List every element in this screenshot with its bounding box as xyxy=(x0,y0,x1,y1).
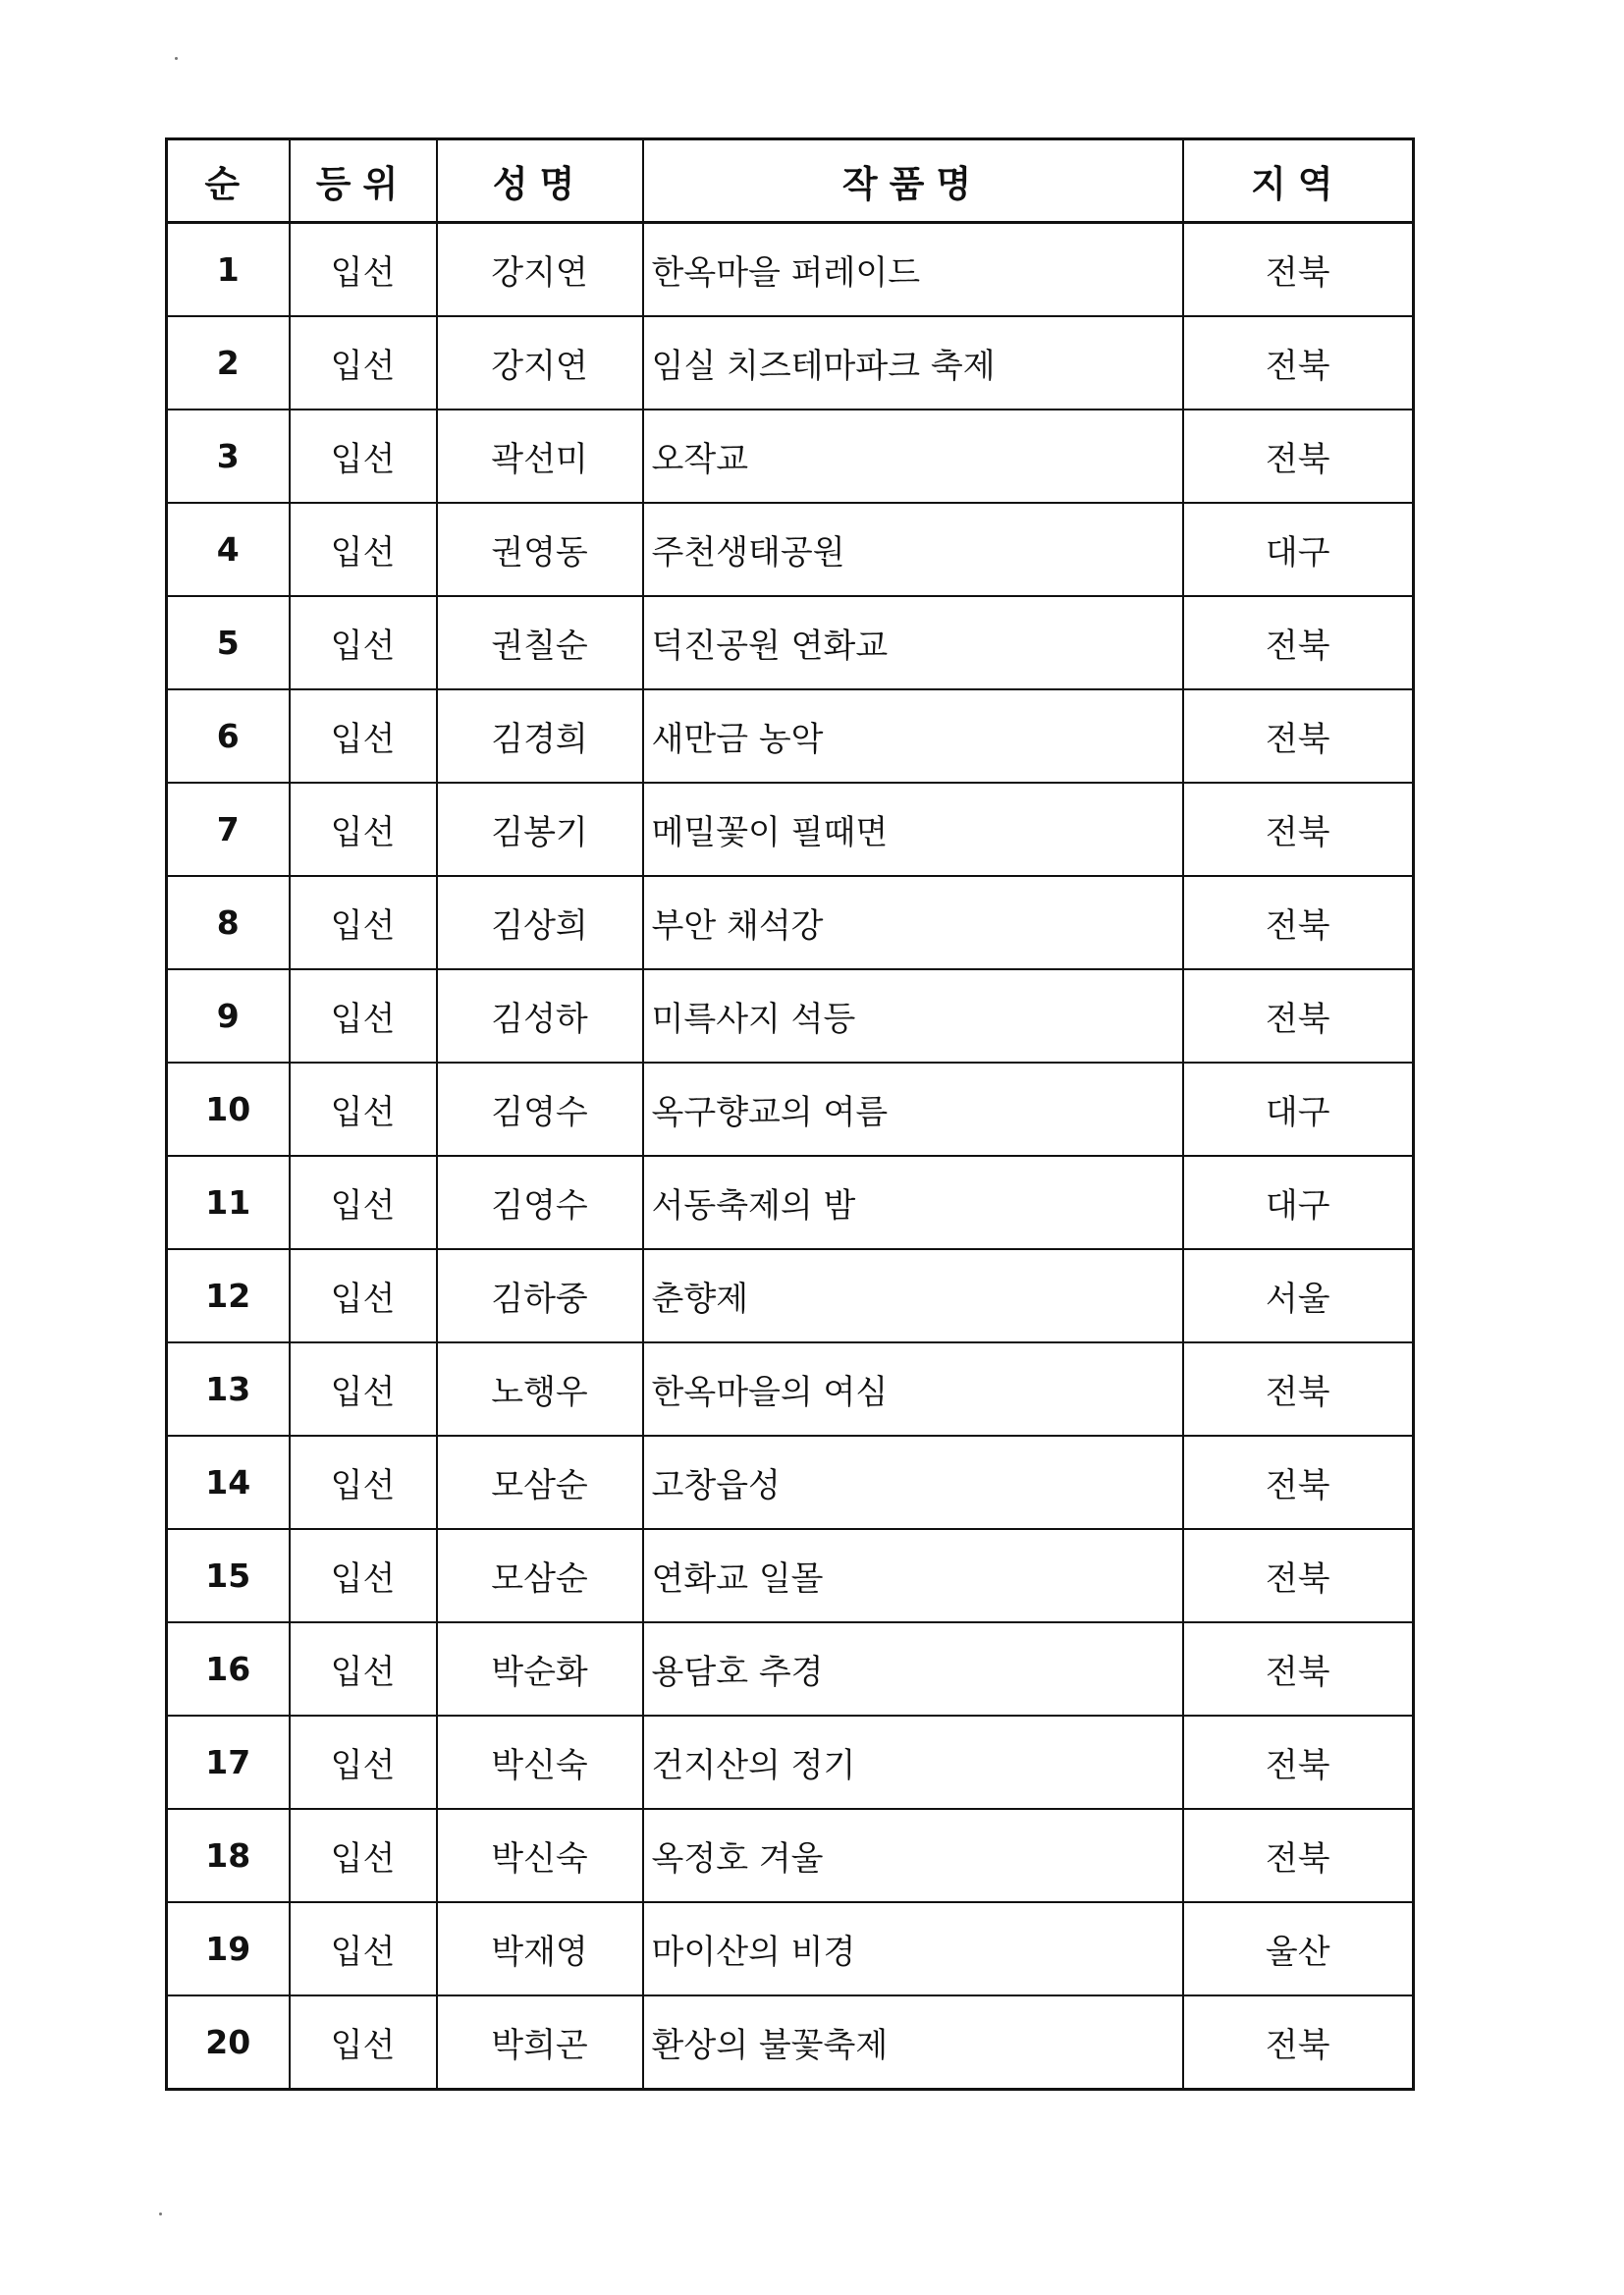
cell-region: 대구 xyxy=(1183,1063,1414,1156)
cell-no: 18 xyxy=(167,1809,290,1902)
cell-region: 전북 xyxy=(1183,1529,1414,1622)
table-row xyxy=(167,1436,1414,1529)
cell-title: 옥구향교의 여름 xyxy=(643,1063,1183,1156)
header-title: 작품명 xyxy=(643,139,1183,223)
cell-name: 박희곤 xyxy=(437,1995,643,2090)
cell-rank: 입선 xyxy=(290,1249,437,1342)
cell-rank: 입선 xyxy=(290,503,437,596)
table-row xyxy=(167,1995,1414,2090)
table-row xyxy=(167,783,1414,876)
cell-name: 박재영 xyxy=(437,1902,643,1995)
cell-no: 6 xyxy=(167,689,290,783)
cell-rank: 입선 xyxy=(290,410,437,503)
cell-no: 14 xyxy=(167,1436,290,1529)
cell-region: 전북 xyxy=(1183,689,1414,783)
cell-name: 권칠순 xyxy=(437,596,643,689)
table-header xyxy=(167,139,1414,223)
table-row xyxy=(167,1249,1414,1342)
cell-title: 오작교 xyxy=(643,410,1183,503)
cell-name: 박신숙 xyxy=(437,1809,643,1902)
cell-rank: 입선 xyxy=(290,689,437,783)
cell-title: 건지산의 정기 xyxy=(643,1716,1183,1809)
cell-no: 10 xyxy=(167,1063,290,1156)
cell-region: 전북 xyxy=(1183,969,1414,1063)
cell-rank: 입선 xyxy=(290,1716,437,1809)
cell-name: 권영동 xyxy=(437,503,643,596)
table-row xyxy=(167,876,1414,969)
cell-name: 박순화 xyxy=(437,1622,643,1716)
header-row xyxy=(167,139,1414,223)
cell-no: 12 xyxy=(167,1249,290,1342)
cell-region: 전북 xyxy=(1183,410,1414,503)
cell-no: 17 xyxy=(167,1716,290,1809)
cell-rank: 입선 xyxy=(290,1995,437,2090)
cell-region: 전북 xyxy=(1183,223,1414,317)
cell-region: 서울 xyxy=(1183,1249,1414,1342)
cell-title: 메밀꽃이 필때면 xyxy=(643,783,1183,876)
cell-no: 8 xyxy=(167,876,290,969)
cell-name: 강지연 xyxy=(437,223,643,317)
table-row xyxy=(167,1716,1414,1809)
cell-name: 김영수 xyxy=(437,1156,643,1249)
cell-rank: 입선 xyxy=(290,1156,437,1249)
cell-region: 전북 xyxy=(1183,783,1414,876)
cell-title: 춘향제 xyxy=(643,1249,1183,1342)
cell-title: 한옥마을의 여심 xyxy=(643,1342,1183,1436)
cell-no: 3 xyxy=(167,410,290,503)
cell-no: 5 xyxy=(167,596,290,689)
table-row xyxy=(167,1622,1414,1716)
cell-title: 부안 채석강 xyxy=(643,876,1183,969)
cell-no: 13 xyxy=(167,1342,290,1436)
cell-region: 전북 xyxy=(1183,1716,1414,1809)
cell-rank: 입선 xyxy=(290,1902,437,1995)
cell-no: 16 xyxy=(167,1622,290,1716)
cell-name: 박신숙 xyxy=(437,1716,643,1809)
table-row xyxy=(167,1902,1414,1995)
cell-rank: 입선 xyxy=(290,1809,437,1902)
cell-region: 전북 xyxy=(1183,1995,1414,2090)
cell-name: 김영수 xyxy=(437,1063,643,1156)
cell-name: 곽선미 xyxy=(437,410,643,503)
cell-region: 전북 xyxy=(1183,316,1414,410)
cell-region: 전북 xyxy=(1183,876,1414,969)
cell-rank: 입선 xyxy=(290,223,437,317)
table-row xyxy=(167,1063,1414,1156)
cell-name: 모삼순 xyxy=(437,1436,643,1529)
table-row xyxy=(167,223,1414,317)
header-name: 성명 xyxy=(437,139,643,223)
cell-title: 고창읍성 xyxy=(643,1436,1183,1529)
cell-no: 1 xyxy=(167,223,290,317)
table-row xyxy=(167,596,1414,689)
cell-rank: 입선 xyxy=(290,1622,437,1716)
cell-region: 전북 xyxy=(1183,596,1414,689)
header-region: 지역 xyxy=(1183,139,1414,223)
results-table xyxy=(165,137,1415,2091)
cell-title: 서동축제의 밤 xyxy=(643,1156,1183,1249)
cell-rank: 입선 xyxy=(290,1342,437,1436)
table-row xyxy=(167,410,1414,503)
cell-rank: 입선 xyxy=(290,1436,437,1529)
table-row xyxy=(167,1809,1414,1902)
table-row xyxy=(167,316,1414,410)
cell-title: 용담호 추경 xyxy=(643,1622,1183,1716)
scan-speck-bottom xyxy=(159,2213,162,2215)
cell-no: 19 xyxy=(167,1902,290,1995)
cell-title: 환상의 불꽃축제 xyxy=(643,1995,1183,2090)
cell-no: 7 xyxy=(167,783,290,876)
cell-region: 전북 xyxy=(1183,1809,1414,1902)
cell-title: 미륵사지 석등 xyxy=(643,969,1183,1063)
cell-rank: 입선 xyxy=(290,876,437,969)
table-row xyxy=(167,689,1414,783)
cell-name: 모삼순 xyxy=(437,1529,643,1622)
cell-rank: 입선 xyxy=(290,969,437,1063)
cell-name: 김성하 xyxy=(437,969,643,1063)
cell-title: 임실 치즈테마파크 축제 xyxy=(643,316,1183,410)
cell-title: 주천생태공원 xyxy=(643,503,1183,596)
cell-rank: 입선 xyxy=(290,316,437,410)
table-row xyxy=(167,503,1414,596)
cell-name: 김봉기 xyxy=(437,783,643,876)
cell-name: 김상희 xyxy=(437,876,643,969)
cell-region: 전북 xyxy=(1183,1342,1414,1436)
table-body xyxy=(167,223,1414,2090)
scan-speck-top xyxy=(175,57,178,60)
cell-no: 15 xyxy=(167,1529,290,1622)
cell-title: 연화교 일몰 xyxy=(643,1529,1183,1622)
table-row xyxy=(167,969,1414,1063)
cell-name: 노행우 xyxy=(437,1342,643,1436)
cell-title: 옥정호 겨울 xyxy=(643,1809,1183,1902)
cell-rank: 입선 xyxy=(290,596,437,689)
table-row xyxy=(167,1342,1414,1436)
header-rank: 등위 xyxy=(290,139,437,223)
cell-region: 울산 xyxy=(1183,1902,1414,1995)
cell-rank: 입선 xyxy=(290,1063,437,1156)
cell-no: 4 xyxy=(167,503,290,596)
cell-no: 11 xyxy=(167,1156,290,1249)
table-row xyxy=(167,1156,1414,1249)
cell-name: 김하중 xyxy=(437,1249,643,1342)
cell-title: 마이산의 비경 xyxy=(643,1902,1183,1995)
cell-title: 한옥마을 퍼레이드 xyxy=(643,223,1183,317)
cell-rank: 입선 xyxy=(290,1529,437,1622)
cell-no: 20 xyxy=(167,1995,290,2090)
cell-region: 대구 xyxy=(1183,503,1414,596)
cell-title: 새만금 농악 xyxy=(643,689,1183,783)
cell-region: 전북 xyxy=(1183,1622,1414,1716)
header-no: 순 xyxy=(167,139,290,223)
cell-region: 전북 xyxy=(1183,1436,1414,1529)
cell-no: 9 xyxy=(167,969,290,1063)
cell-rank: 입선 xyxy=(290,783,437,876)
cell-name: 강지연 xyxy=(437,316,643,410)
table-row xyxy=(167,1529,1414,1622)
cell-no: 2 xyxy=(167,316,290,410)
cell-title: 덕진공원 연화교 xyxy=(643,596,1183,689)
cell-region: 대구 xyxy=(1183,1156,1414,1249)
cell-name: 김경희 xyxy=(437,689,643,783)
